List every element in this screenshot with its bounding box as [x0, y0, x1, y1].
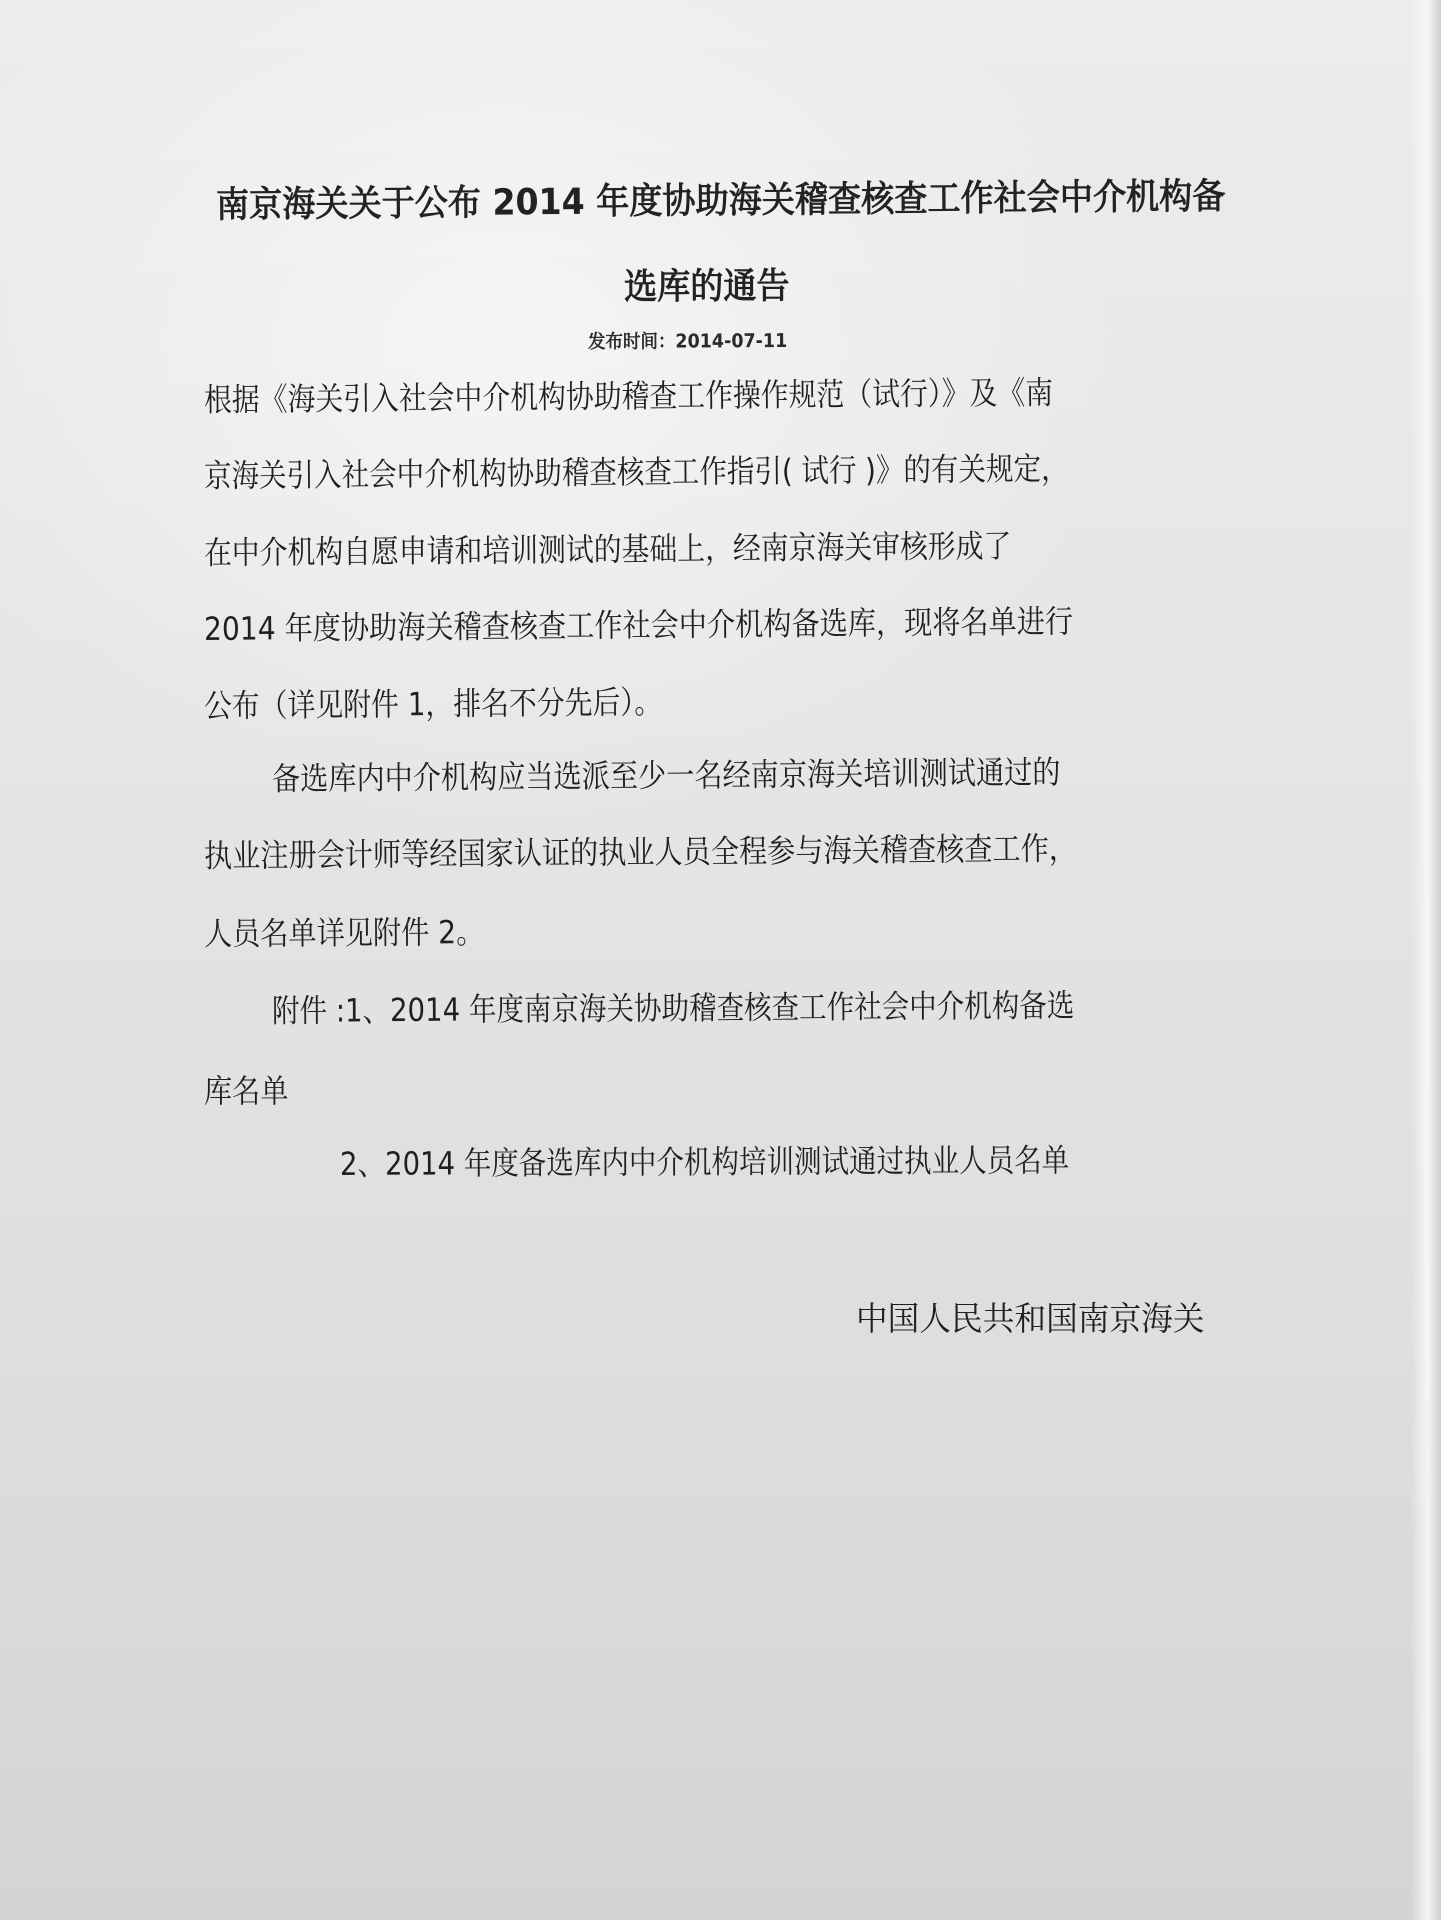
document-title-line-1: 南京海关关于公布 2014 年度协助海关稽查核查工作社会中介机构备: [215, 176, 1226, 226]
paragraph-1-line-2: 京海关引入社会中介机构协助稽查核查工作指引( 试行 )》的有关规定，: [203, 449, 1069, 495]
paragraph-1-line-3: 在中介机构自愿申请和培训测试的基础上，经南京海关审核形成了: [203, 526, 1012, 572]
issuer-signature: 中国人民共和国南京海关: [856, 1299, 1205, 1338]
paragraph-2-line-2: 执业注册会计师等经国家认证的执业人员全程参与海关稽查核查工作，: [203, 829, 1078, 875]
paragraph-1-line-4: 2014 年度协助海关稽查核查工作社会中介机构备选库，现将名单进行: [203, 602, 1074, 648]
attachment-1-line-2: 库名单: [204, 1072, 289, 1110]
paragraph-1-line-1: 根据《海关引入社会中介机构协助稽查工作操作规范（试行）》及《南: [203, 373, 1054, 419]
attachment-1-line-1: 附件 :1、2014 年度南京海关协助稽查核查工作社会中介机构备选: [271, 986, 1075, 1030]
paragraph-2-line-1: 备选库内中介机构应当选派至少一名经南京海关培训测试通过的: [271, 753, 1061, 798]
attachment-2: 2、2014 年度备选库内中介机构培训测试通过执业人员名单: [339, 1141, 1070, 1183]
document-title-line-2: 选库的通告: [623, 265, 790, 308]
paragraph-1-line-5: 公布（详见附件 1，排名不分先后）。: [203, 683, 663, 725]
paragraph-2-line-3: 人员名单详见附件 2。: [203, 913, 485, 953]
publish-time: 发布时间：2014-07-11: [587, 329, 788, 353]
